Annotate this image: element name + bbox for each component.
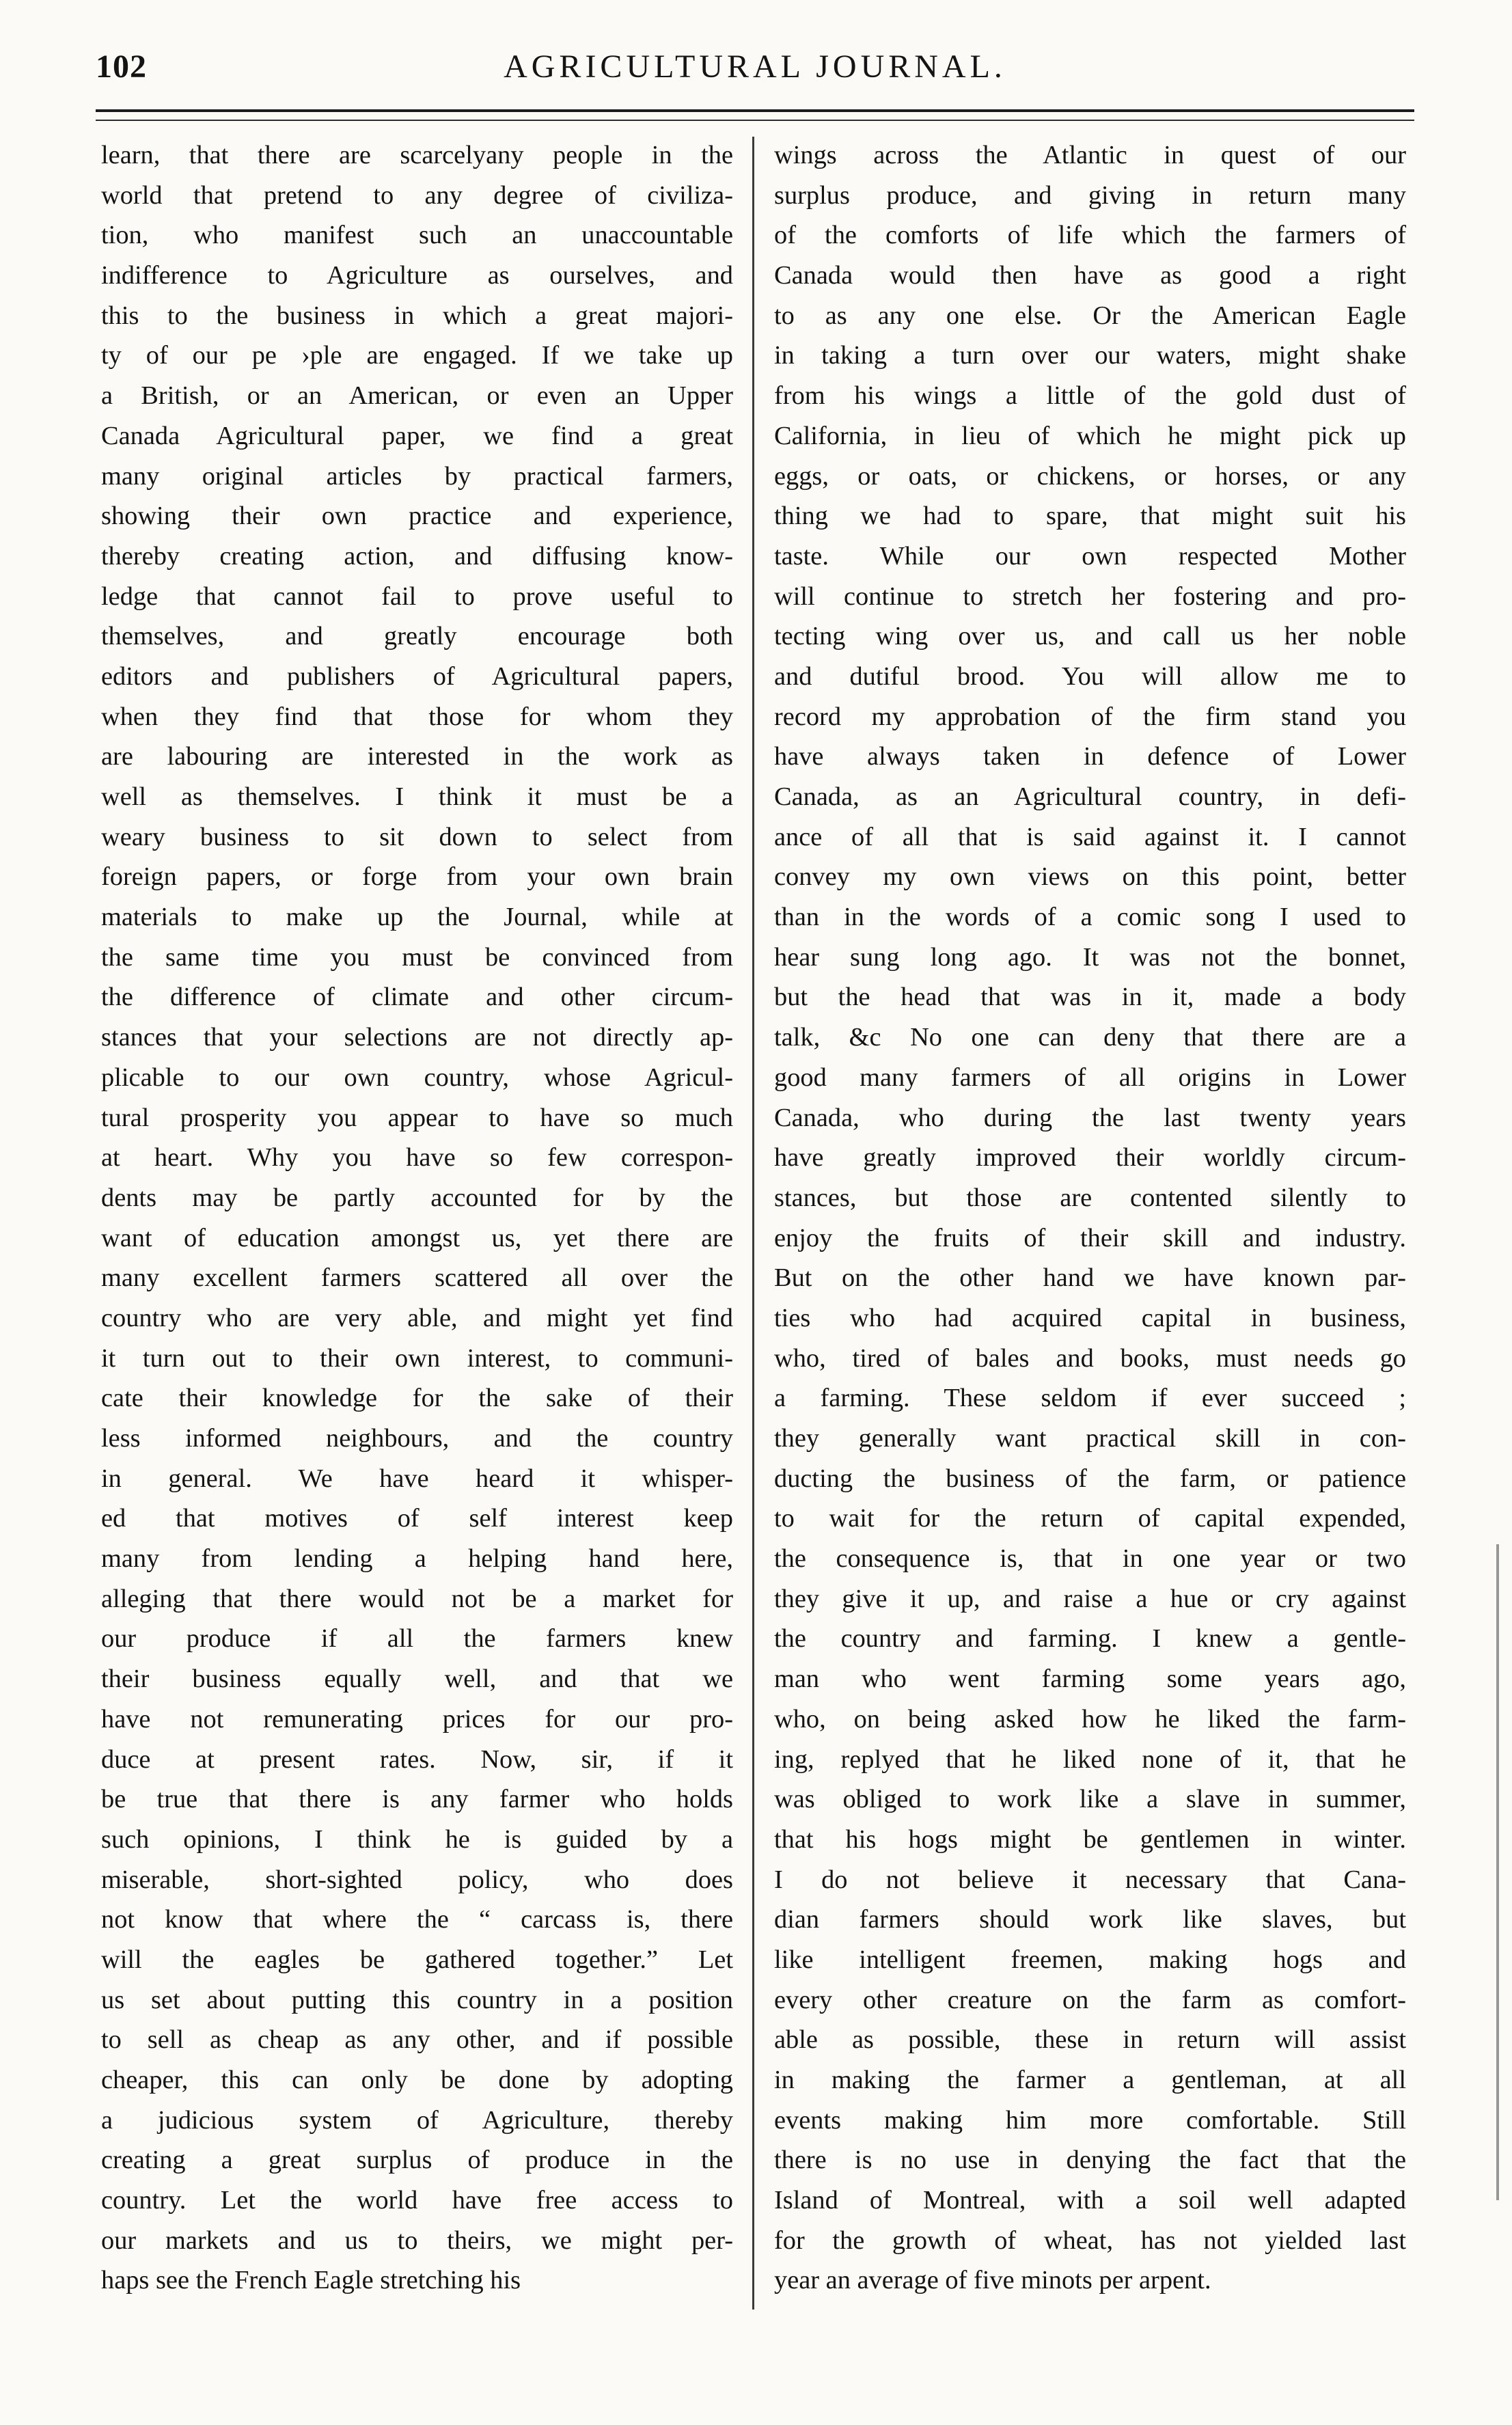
text-line: learn, that there are scarcelyany people in the <box>101 141 733 169</box>
text-line: to wait for the return of capital expended, <box>774 1504 1406 1533</box>
text-line: ing, replyed that he liked none of it, that he <box>774 1744 1406 1774</box>
text-line: like intelligent freemen, making hogs and <box>774 1945 1406 1974</box>
text-line: Canada, who during the last twenty years <box>774 1103 1406 1132</box>
text-line: they generally want practical skill in con- <box>774 1424 1406 1453</box>
page-header <box>96 48 1414 96</box>
text-line: tion, who manifest such an unaccountable <box>101 221 733 250</box>
text-line: a judicious system of Agriculture, thereby <box>101 2105 733 2135</box>
text-line: well as themselves. I think it must be a <box>101 782 733 811</box>
text-line: many excellent farmers scattered all over the <box>101 1263 733 1293</box>
text-line: the same time you must be convinced from <box>101 942 733 972</box>
header-rule-thin <box>96 120 1414 121</box>
text-line: man who went farming some years ago, <box>774 1664 1406 1694</box>
text-line: I do not believe it necessary that Cana- <box>774 1865 1406 1894</box>
text-line: events making him more comfortable. Still <box>774 2105 1406 2135</box>
text-line: hear sung long ago. It was not the bonnet, <box>774 942 1406 972</box>
text-line: stances that your selections are not directly ap- <box>101 1023 733 1052</box>
text-line: duce at present rates. Now, sir, if it <box>101 1744 733 1774</box>
text-line: themselves, and greatly encourage both <box>101 622 733 651</box>
page-number: 102 <box>96 49 147 85</box>
left-column <box>101 135 733 2301</box>
text-line: showing their own practice and experience, <box>101 502 733 531</box>
text-line: they give it up, and raise a hue or cry against <box>774 1584 1406 1613</box>
column-divider <box>752 137 754 2310</box>
text-line: it turn out to their own interest, to communi- <box>101 1343 733 1373</box>
text-line: there is no use in denying the fact that the <box>774 2146 1406 2175</box>
text-line: talk, &c No one can deny that there are a <box>774 1023 1406 1052</box>
text-line: and dutiful brood. You will allow me to <box>774 661 1406 691</box>
text-line: weary business to sit down to select from <box>101 822 733 851</box>
text-line: want of education amongst us, yet there are <box>101 1223 733 1252</box>
text-line: taste. While our own respected Mother <box>774 541 1406 571</box>
text-line: less informed neighbours, and the country <box>101 1424 733 1453</box>
text-line: Canada, as an Agricultural country, in defi- <box>774 782 1406 811</box>
text-line: the country and farming. I knew a gentle- <box>774 1624 1406 1654</box>
text-line: Island of Montreal, with a soil well adapted <box>774 2186 1406 2215</box>
text-line: thing we had to spare, that might suit his <box>774 502 1406 531</box>
text-line: to sell as cheap as any other, and if possible <box>101 2025 733 2055</box>
text-line: will continue to stretch her fostering and pro- <box>774 581 1406 611</box>
text-line: in general. We have heard it whisper- <box>101 1464 733 1493</box>
text-line: in making the farmer a gentleman, at all <box>774 2066 1406 2094</box>
running-title: AGRICULTURAL JOURNAL. <box>504 49 1006 85</box>
text-line: ducting the business of the farm, or patience <box>774 1464 1406 1493</box>
text-line: ty of our pe ›ple are engaged. If we take up <box>101 341 733 370</box>
text-line: dents may be partly accounted for by the <box>101 1183 733 1212</box>
text-line: haps see the French Eagle stretching his <box>101 2266 521 2295</box>
text-line: world that pretend to any degree of civiliza- <box>101 180 733 210</box>
text-line: when they find that those for whom they <box>101 702 733 731</box>
text-line: convey my own views on this point, better <box>774 862 1406 892</box>
text-line: plicable to our own country, whose Agricul- <box>101 1063 733 1092</box>
text-line: tecting wing over us, and call us her noble <box>774 622 1406 651</box>
text-line: wings across the Atlantic in quest of our <box>774 141 1406 169</box>
text-line: have not remunerating prices for our pro- <box>101 1704 733 1734</box>
text-line: editors and publishers of Agricultural papers, <box>101 661 733 691</box>
text-line: at heart. Why you have so few correspon- <box>101 1143 733 1173</box>
text-line: record my approbation of the firm stand you <box>774 702 1406 731</box>
text-line: ledge that cannot fail to prove useful to <box>101 581 733 611</box>
text-line: our markets and us to theirs, we might per- <box>101 2225 733 2255</box>
text-line: a British, or an American, or even an Upper <box>101 381 733 411</box>
text-line: our produce if all the farmers knew <box>101 1624 733 1654</box>
text-line: surplus produce, and giving in return many <box>774 180 1406 210</box>
text-line: for the growth of wheat, has not yielded last <box>774 2225 1406 2255</box>
text-line: ance of all that is said against it. I cannot <box>774 822 1406 851</box>
text-line: from his wings a little of the gold dust of <box>774 381 1406 411</box>
text-line: able as possible, these in return will assist <box>774 2025 1406 2055</box>
text-line: eggs, or oats, or chickens, or horses, or any <box>774 461 1406 491</box>
text-line: their business equally well, and that we <box>101 1664 733 1694</box>
text-line: ed that motives of self interest keep <box>101 1504 733 1533</box>
text-line: miserable, short-sighted policy, who does <box>101 1865 733 1894</box>
text-line: in taking a turn over our waters, might shake <box>774 341 1406 370</box>
text-line: such opinions, I think he is guided by a <box>101 1824 733 1854</box>
text-line: But on the other hand we have known par- <box>774 1263 1406 1293</box>
text-line: stances, but those are contented silently to <box>774 1183 1406 1212</box>
text-line: will the eagles be gathered together.” Let <box>101 1945 733 1974</box>
text-line: are labouring are interested in the work as <box>101 742 733 771</box>
header-rule-thick <box>96 109 1414 112</box>
text-line: Canada would then have as good a right <box>774 261 1406 290</box>
text-line: many from lending a helping hand here, <box>101 1544 733 1574</box>
right-column <box>774 135 1406 2301</box>
text-line: California, in lieu of which he might pick up <box>774 421 1406 450</box>
text-line: creating a great surplus of produce in the <box>101 2146 733 2175</box>
text-line: dian farmers should work like slaves, but <box>774 1905 1406 1934</box>
text-line: foreign papers, or forge from your own brain <box>101 862 733 892</box>
text-line: Canada Agricultural paper, we find a great <box>101 421 733 450</box>
text-line: enjoy the fruits of their skill and industry. <box>774 1223 1406 1252</box>
text-line: materials to make up the Journal, while at <box>101 903 733 932</box>
text-line: country. Let the world have free access to <box>101 2186 733 2215</box>
text-line: was obliged to work like a slave in summer, <box>774 1785 1406 1814</box>
text-line: year an average of five minots per arpent. <box>774 2266 1211 2295</box>
text-line: the consequence is, that in one year or two <box>774 1544 1406 1574</box>
text-line: many original articles by practical farmers, <box>101 461 733 491</box>
text-line: ties who had acquired capital in business, <box>774 1303 1406 1332</box>
text-line: who, on being asked how he liked the farm- <box>774 1704 1406 1734</box>
text-line: indifference to Agriculture as ourselves, and <box>101 261 733 290</box>
text-line: who, tired of bales and books, must needs go <box>774 1343 1406 1373</box>
text-line: cheaper, this can only be done by adopting <box>101 2066 733 2094</box>
page-edge-shadow <box>1496 1544 1499 2200</box>
text-line: country who are very able, and might yet find <box>101 1303 733 1332</box>
text-line: this to the business in which a great majori- <box>101 301 733 330</box>
text-line: us set about putting this country in a position <box>101 1985 733 2014</box>
text-line: tural prosperity you appear to have so much <box>101 1103 733 1132</box>
text-line: every other creature on the farm as comfort- <box>774 1985 1406 2014</box>
text-line: than in the words of a comic song I used to <box>774 903 1406 932</box>
text-line: good many farmers of all origins in Lower <box>774 1063 1406 1092</box>
text-line: cate their knowledge for the sake of their <box>101 1384 733 1413</box>
text-line: the difference of climate and other circum- <box>101 983 733 1012</box>
text-line: not know that where the “ carcass is, there <box>101 1905 733 1934</box>
text-line: alleging that there would not be a market for <box>101 1584 733 1613</box>
text-line: to as any one else. Or the American Eagle <box>774 301 1406 330</box>
text-line: a farming. These seldom if ever succeed ; <box>774 1384 1406 1413</box>
text-line: of the comforts of life which the farmers of <box>774 221 1406 250</box>
text-line: have greatly improved their worldly circum- <box>774 1143 1406 1173</box>
text-line: thereby creating action, and diffusing know- <box>101 541 733 571</box>
text-line: have always taken in defence of Lower <box>774 742 1406 771</box>
text-line: but the head that was in it, made a body <box>774 983 1406 1012</box>
text-line: be true that there is any farmer who holds <box>101 1785 733 1814</box>
text-line: that his hogs might be gentlemen in winter. <box>774 1824 1406 1854</box>
